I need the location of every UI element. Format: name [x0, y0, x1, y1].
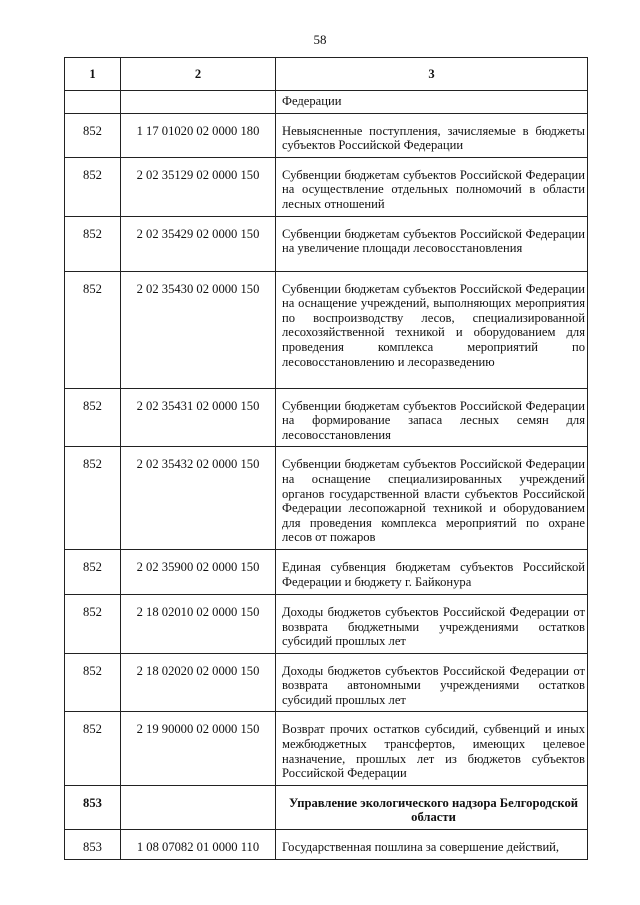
- cell-revenue-code: [121, 91, 276, 114]
- cell-admin-code: 852: [65, 157, 121, 216]
- cell-description: Субвенции бюджетам субъектов Российской Федерации на осуществление отдельных полномочий в области лесных отношений: [276, 157, 588, 216]
- cell-revenue-code: 2 19 90000 02 0000 150: [121, 712, 276, 785]
- table-row: [65, 653, 588, 712]
- column-header-description: 3: [276, 58, 588, 91]
- table-row: [65, 549, 588, 594]
- cell-revenue-code: 2 02 35429 02 0000 150: [121, 216, 276, 271]
- table-body: [65, 91, 588, 860]
- cell-admin-code: 852: [65, 388, 121, 447]
- table-header-row: [65, 58, 588, 91]
- cell-revenue-code: 2 18 02020 02 0000 150: [121, 653, 276, 712]
- cell-description: Государственная пошлина за совершение действий,: [276, 830, 588, 860]
- cell-revenue-code: 2 02 35900 02 0000 150: [121, 549, 276, 594]
- table-row: [65, 271, 588, 388]
- cell-revenue-code: 2 02 35432 02 0000 150: [121, 447, 276, 550]
- cell-revenue-code: 1 17 01020 02 0000 180: [121, 113, 276, 157]
- cell-description: Единая субвенция бюджетам субъектов Российской Федерации и бюджету г. Байконура: [276, 549, 588, 594]
- cell-admin-code: 852: [65, 447, 121, 550]
- cell-admin-code: 853: [65, 785, 121, 829]
- cell-revenue-code: [121, 785, 276, 829]
- table-row: [65, 388, 588, 447]
- cell-revenue-code: 1 08 07082 01 0000 110: [121, 830, 276, 860]
- cell-admin-code: 852: [65, 271, 121, 388]
- page-number: 58: [313, 32, 327, 47]
- cell-admin-code: 852: [65, 653, 121, 712]
- cell-description: Невыясненные поступления, зачисляемые в бюджеты субъектов Российской Федерации: [276, 113, 588, 157]
- cell-admin-code: 853: [65, 830, 121, 860]
- budget-revenue-table: [64, 57, 588, 860]
- cell-description: Доходы бюджетов субъектов Российской Федерации от возврата бюджетными учреждениями остатков субсидий прошлых лет: [276, 594, 588, 653]
- cell-description: Субвенции бюджетам субъектов Российской Федерации на оснащение специализированных учреждений органов государственной власти субъектов Российской Федерации лесопожарной техникой и оборудованием для проведения комплекса мероприятий по охране лесов от пожаров: [276, 447, 588, 550]
- table-row: [65, 113, 588, 157]
- cell-admin-code: 852: [65, 594, 121, 653]
- table-row: [65, 157, 588, 216]
- cell-description: Федерации: [276, 91, 588, 114]
- column-header-admin: 1: [65, 58, 121, 91]
- table-row: [65, 785, 588, 829]
- cell-description: Субвенции бюджетам субъектов Российской Федерации на оснащение учреждений, выполняющих мероприятия по воспроизводству лесов, специализированной лесохозяйственной техникой и оборудованием для проведения комплекса мероприятий по лесовосстановлению и лесоразведению: [276, 271, 588, 388]
- cell-admin-code: 852: [65, 113, 121, 157]
- table-row: [65, 712, 588, 785]
- column-header-code: 2: [121, 58, 276, 91]
- cell-revenue-code: 2 02 35430 02 0000 150: [121, 271, 276, 388]
- cell-description: Субвенции бюджетам субъектов Российской Федерации на увеличение площади лесовосстановления: [276, 216, 588, 271]
- table-row: [65, 594, 588, 653]
- cell-admin-code: [65, 91, 121, 114]
- cell-admin-code: 852: [65, 549, 121, 594]
- cell-description: Доходы бюджетов субъектов Российской Федерации от возврата автономными учреждениями остатков субсидий прошлых лет: [276, 653, 588, 712]
- cell-revenue-code: 2 02 35129 02 0000 150: [121, 157, 276, 216]
- cell-revenue-code: 2 02 35431 02 0000 150: [121, 388, 276, 447]
- cell-admin-code: 852: [65, 216, 121, 271]
- cell-revenue-code: 2 18 02010 02 0000 150: [121, 594, 276, 653]
- cell-description: Субвенции бюджетам субъектов Российской Федерации на формирование запаса лесных семян для лесовосстановления: [276, 388, 588, 447]
- cell-description: Управление экологического надзора Белгородской области: [276, 785, 588, 829]
- table-row: [65, 830, 588, 860]
- table-row: [65, 447, 588, 550]
- table-row: [65, 216, 588, 271]
- cell-admin-code: 852: [65, 712, 121, 785]
- table-row: [65, 91, 588, 114]
- cell-description: Возврат прочих остатков субсидий, субвенций и иных межбюджетных трансфертов, имеющих целевое назначение, прошлых лет из бюджетов субъектов Российской Федерации: [276, 712, 588, 785]
